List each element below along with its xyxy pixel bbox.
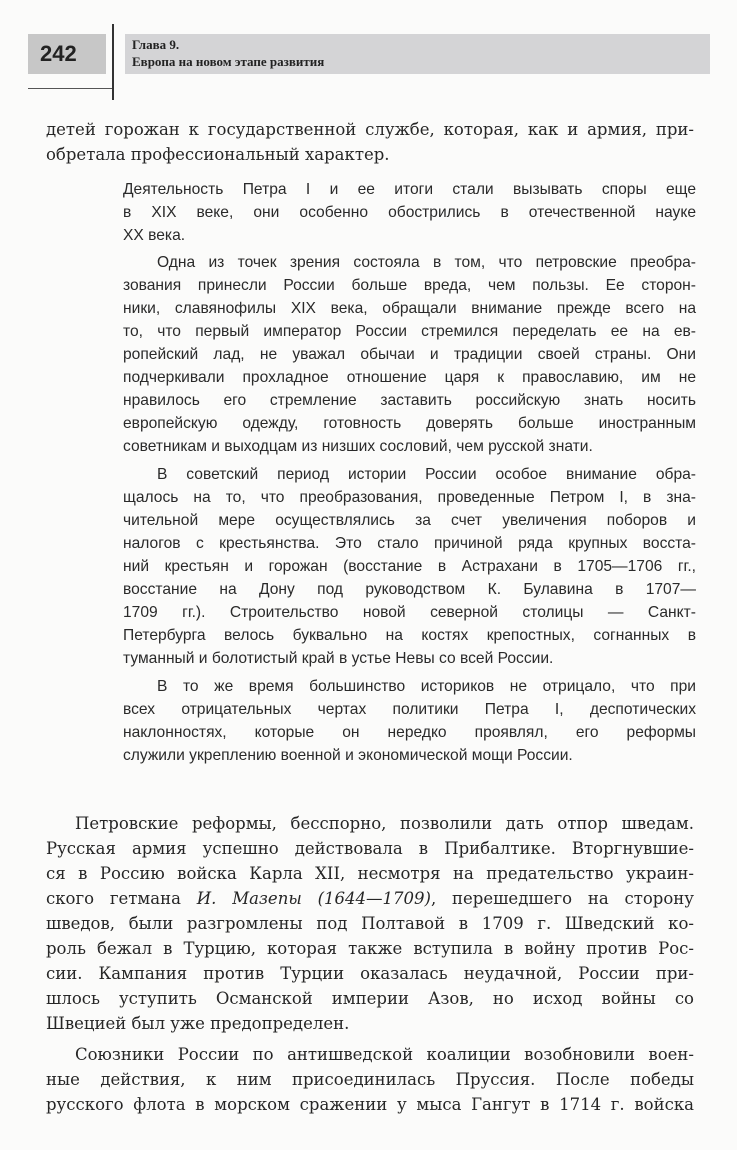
box-line: В то же время большинство историков не отрицало, что при [157, 678, 696, 695]
text-line: детей горожан к государственной службе, которая, как и армия, при- [46, 120, 694, 139]
header-divider [112, 24, 114, 100]
text-line: шведов, были разгромлены под Полтавой в 1709 г. Шведский ко- [46, 914, 694, 933]
box-line: туманный и болотистый край в устье Невы со всей России. [123, 650, 554, 667]
box-line: ропейский лад, не уважал обычаи и традиции своей страны. Они [123, 346, 696, 363]
text-line: Русская армия успешно действовала в Прибалтике. Вторгнувшие- [46, 839, 694, 858]
header-rule [28, 88, 112, 89]
text-line: Швецией был уже предопределен. [46, 1014, 350, 1033]
text-line: ные действия, к ним присоединилась Пруссия. После победы [46, 1070, 694, 1089]
box-line: в XIX веке, они особенно обострились в отечественной науке [123, 204, 696, 221]
box-line: наклонностях, которые он нередко проявлял, его реформы [123, 724, 696, 741]
box-line: советникам и выходцам из низших сословий, чем русской знати. [123, 438, 593, 455]
box-line: то, что первый император России стремился переделать ее на ев- [123, 323, 696, 340]
box-line: Одна из точек зрения состояла в том, что петровские преобра- [157, 254, 696, 271]
box-line: всех отрицательных чертах политики Петра I, деспотических [123, 701, 696, 718]
text-line-with-name [46, 886, 694, 911]
text-line: обретала профессиональный характер. [46, 145, 390, 164]
chapter-label: Глава 9. [132, 37, 180, 52]
text-line: ся в Россию войска Карла XII, несмотря на предательство украин- [46, 864, 694, 883]
box-line: щалось на то, что преобразования, проведенные Петром I, в зна- [123, 489, 696, 506]
box-line: подчеркивали прохладное отношение царя к православию, им не [123, 369, 696, 386]
box-line: В советский период истории России особое внимание обра- [157, 466, 696, 483]
box-line: восстание на Дону под руководством К. Булавина в 1707— [123, 581, 696, 598]
running-header [132, 36, 324, 70]
box-line: зования принесли России больше вреда, чем пользы. Ее сторон- [123, 277, 696, 294]
box-line: Деятельность Петра I и ее итоги стали вызывать споры еще [123, 181, 696, 198]
text-line: роль бежал в Турцию, которая также вступила в войну против Рос- [46, 939, 694, 958]
text-line: шлось уступить Османской империи Азов, но исход войны со [46, 989, 694, 1008]
page-number: 242 [28, 34, 106, 74]
text-fragment: , перешедшего на сторону [430, 889, 694, 908]
box-line: ний крестьян и горожан (восстание в Астрахани в 1705—1706 гг., [123, 558, 696, 575]
box-line: Петербурга велось буквально на костях крепостных, согнанных в [123, 627, 696, 644]
text-line: русского флота в морском сражении у мыса Гангут в 1714 г. войска [46, 1095, 694, 1114]
box-line: 1709 гг.). Строительство новой северной столицы — Санкт- [123, 604, 696, 621]
box-line: служили укреплению военной и экономической мощи России. [123, 747, 573, 764]
text-line: сии. Кампания против Турции оказалась неудачной, России при- [46, 964, 694, 983]
text-line: Союзники России по антишведской коалиции возобновили воен- [75, 1045, 694, 1064]
chapter-title: Европа на новом этапе развития [132, 54, 325, 69]
box-line: европейскую одежду, готовность доверять больше иностранным [123, 415, 696, 432]
box-line: XX века. [123, 227, 186, 244]
text-line: Петровские реформы, бесспорно, позволили дать отпор шведам. [75, 814, 694, 833]
text-fragment: ского гетмана [46, 889, 197, 908]
box-line: ники, славянофилы XIX века, обращали внимание прежде всего на [123, 300, 696, 317]
box-line: налогов с крестьянства. Это стало причиной ряда крупных восста- [123, 535, 696, 552]
box-line: нравилось его стремление заставить российскую знать носить [123, 392, 696, 409]
box-line: чительной мере осуществлялись за счет увеличения поборов и [123, 512, 696, 529]
mazepa-name: И. Мазепы (1644—1709) [196, 889, 431, 908]
